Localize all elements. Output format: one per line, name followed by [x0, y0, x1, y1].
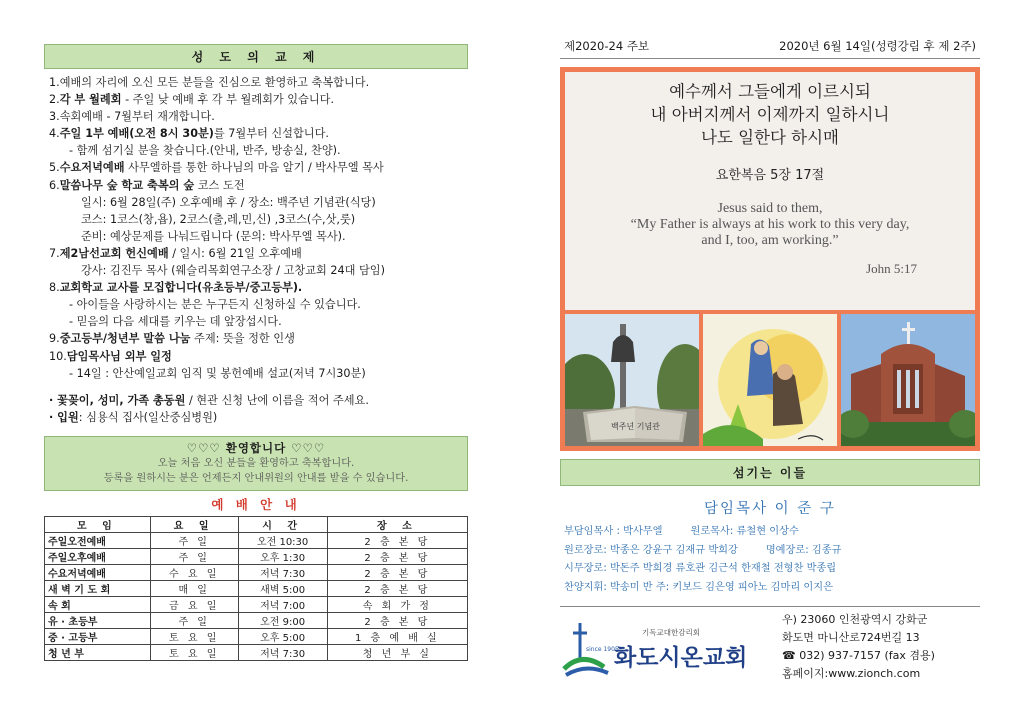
notice-list — [44, 74, 468, 382]
header-divider — [560, 58, 980, 59]
verse-reference-english: John 5:17 — [866, 261, 917, 276]
table-cell: 오전 10:30 — [238, 532, 327, 548]
table-cell: 오전 9:00 — [238, 612, 327, 628]
table-cell: 오후 1:30 — [238, 548, 327, 564]
notice-item: - 아이들을 사랑하시는 분은 누구든지 신청하실 수 있습니다. — [69, 298, 361, 312]
table-header-cell: 시 간 — [238, 516, 327, 532]
table-cell: 주 일 — [150, 548, 238, 564]
table-cell: 저녁 7:30 — [238, 644, 327, 660]
table-row — [45, 596, 468, 612]
table-cell: 2 층 본 당 — [327, 564, 467, 580]
monument-text: 백주년 기념관 — [611, 422, 660, 431]
notice-item — [49, 330, 468, 347]
church-building-photo — [841, 314, 975, 446]
members-title: 섬기는 이들 — [560, 459, 980, 486]
address-line: 우) 23060 인천광역시 강화군 — [782, 613, 928, 626]
staff-row — [564, 523, 980, 542]
logo-denomination: 기독교대한감리회 — [642, 628, 700, 637]
welcome-box — [44, 436, 468, 491]
verse-box — [565, 72, 975, 310]
bulletin-header — [560, 38, 980, 54]
welcome-title: ♡♡♡ 환영합니다 ♡♡♡ — [186, 440, 326, 455]
bullet-item — [49, 409, 468, 426]
notice-number: 4. — [49, 127, 60, 141]
verse-korean — [565, 80, 975, 149]
staff-entry: 찬양지휘: 박송미 반 주: 키보드 김은영 피아노 김마리 이지은 — [564, 581, 833, 593]
table-cell: 매 일 — [150, 580, 238, 596]
notice-number: 1. — [49, 76, 60, 89]
table-cell: 속 회 가 정 — [327, 596, 467, 612]
table-row — [45, 532, 468, 548]
church-logo — [560, 611, 780, 691]
table-cell: 주일오전예배 — [45, 532, 151, 548]
bulletin-date: 2020년 6월 14일(성령강림 후 제 2주) — [779, 39, 976, 53]
table-header-cell: 모 임 — [45, 516, 151, 532]
staff-entry: 원로장로: 박종은 강윤구 김재규 박희강 — [564, 544, 738, 556]
jesus-illustration — [703, 314, 837, 446]
right-column — [560, 38, 980, 691]
table-cell: 주 일 — [150, 612, 238, 628]
table-cell: 2 층 본 당 — [327, 532, 467, 548]
notice-item: 코스: 1코스(창,욥), 2코스(출,레,민,신) ,3코스(수,삿,룻) — [81, 212, 356, 226]
notice-number: 8. — [49, 281, 60, 295]
service-title: 예 배 안 내 — [211, 496, 301, 512]
notice-number: 6. — [49, 178, 60, 192]
verse-reference-korean: 요한복음 5장 17절 — [715, 168, 825, 183]
notice-item — [49, 159, 468, 176]
phone-number: ☎ 032) 937-7157 (fax 겸용) — [782, 649, 935, 662]
notice-title: 성 도 의 교 제 — [44, 44, 468, 69]
notice-text: 사무엘하를 통한 하나님의 마음 알기 / 박사무엘 목사 — [124, 161, 384, 175]
notice-highlight: 중고등부/청년부 말씀 나눔 — [59, 332, 191, 346]
bullet-text: / 현관 신청 난에 이름을 적어 주세요. — [185, 393, 369, 407]
table-cell: 속 회 — [45, 596, 151, 612]
table-row — [45, 580, 468, 596]
table-row — [45, 628, 468, 644]
photo-strip — [565, 314, 975, 446]
notice-number: 10. — [49, 349, 67, 363]
notice-text: 속회예배 - 7월부터 재개합니다. — [59, 110, 215, 124]
logo-since: since 1905 — [586, 646, 619, 653]
verse-line: Jesus said to them, — [717, 201, 823, 216]
staff-entry: 부담임목사 : 박사무엘 — [564, 526, 663, 537]
table-cell: 토 요 일 — [150, 628, 238, 644]
table-cell: 주일오후예배 — [45, 548, 151, 564]
notice-item — [49, 125, 468, 142]
notice-item — [49, 177, 468, 194]
notice-item: - 믿음의 다음 세대를 키우는 데 앞장섭시다. — [69, 315, 282, 329]
staff-list — [560, 523, 980, 597]
bulletin-number: 제2020-24 주보 — [564, 39, 650, 53]
notice-highlight: 말씀나무 숲 학교 축복의 숲 — [59, 178, 195, 192]
verse-line: and I, too, am working.” — [701, 233, 839, 248]
table-cell: 저녁 7:00 — [238, 596, 327, 612]
table-cell: 금 요 일 — [150, 596, 238, 612]
notice-highlight: 교회학교 교사를 모집합니다(유초등부/중고등부). — [59, 281, 303, 295]
notice-item — [49, 74, 468, 91]
table-cell: 수 요 일 — [150, 564, 238, 580]
footer-divider — [560, 606, 980, 607]
staff-entry: 원로목사: 류철현 이상수 — [690, 526, 799, 537]
table-cell: 2 층 본 당 — [327, 548, 467, 564]
table-cell: 유 · 초등부 — [45, 612, 151, 628]
notice-highlight: 제2남선교회 헌신예배 — [59, 246, 169, 260]
church-name: 화도시온교회 — [614, 645, 748, 671]
table-cell: 새벽 5:00 — [238, 580, 327, 596]
table-cell: 청 년 부 실 — [327, 644, 467, 660]
service-table — [44, 516, 468, 661]
notice-item: 준비: 예상문제를 나눠드립니다 (문의: 박사무엘 목사). — [81, 229, 346, 243]
bell-monument-photo — [565, 314, 699, 446]
verse-frame — [560, 67, 980, 451]
bullet-highlight: · 입원 — [49, 410, 79, 424]
notice-highlight: 수요저녁예배 — [59, 161, 125, 175]
notice-text: 를 7월부터 신설합니다. — [213, 127, 329, 141]
notice-item: 강사: 김진두 목사 (웨슬리목회연구소장 / 고창교회 24대 담임) — [81, 264, 385, 278]
notice-item — [49, 245, 468, 262]
notice-number: 9. — [49, 332, 60, 346]
verse-english — [565, 201, 975, 249]
table-row — [45, 612, 468, 628]
notice-highlight: 담임목사님 외부 일정 — [66, 349, 172, 363]
notice-text: - 주일 낮 예배 후 각 부 월례회가 있습니다. — [121, 93, 335, 107]
bullet-text: : 심용식 집사(일산중심병원) — [78, 410, 218, 424]
welcome-line: 등록을 원하시는 분은 언제든지 안내위원의 안내를 받을 수 있습니다. — [103, 472, 409, 484]
notice-highlight: 주일 1부 예배(오전 8시 30분) — [59, 127, 214, 141]
notice-item — [49, 279, 468, 296]
notice-highlight: 각 부 월례회 — [59, 93, 122, 107]
staff-entry: 시무장로: 박돈주 박희경 류호관 김근석 한재철 전형찬 박종립 — [564, 563, 837, 574]
staff-row — [564, 560, 980, 579]
notice-text: / 일시: 6월 21일 오후예배 — [168, 246, 302, 260]
table-cell: 저녁 7:30 — [238, 564, 327, 580]
verse-line: 나도 일한다 하시매 — [700, 128, 839, 147]
welcome-line: 오늘 처음 오신 분들을 환영하고 축복합니다. — [157, 457, 355, 469]
notice-item: 일시: 6월 28일(주) 오후예배 후 / 장소: 백주년 기념관(식당) — [81, 195, 376, 209]
staff-row — [564, 542, 980, 561]
notice-item — [49, 91, 468, 108]
notice-text: 예배의 자리에 오신 모든 분들을 진심으로 환영하고 축복합니다. — [59, 76, 370, 89]
homepage-link[interactable]: 홈페이지:www.zionch.com — [782, 667, 921, 680]
notice-number: 7. — [49, 246, 60, 260]
verse-line: 예수께서 그들에게 이르시되 — [669, 82, 871, 101]
table-row — [45, 548, 468, 564]
verse-line: 내 아버지께서 이제까지 일하시니 — [650, 105, 890, 124]
footer — [560, 611, 980, 691]
bullet-highlight: · 꽃꽂이, 성미, 가족 총동원 — [49, 393, 186, 407]
table-header-cell: 요 일 — [150, 516, 238, 532]
notice-item: - 함께 섬기실 분을 찾습니다.(안내, 반주, 방송실, 찬양). — [69, 144, 341, 158]
table-row — [45, 644, 468, 660]
table-cell: 새 벽 기 도 회 — [45, 580, 151, 596]
table-cell: 1 층 예 배 실 — [327, 628, 467, 644]
notice-item: - 14일 : 안산예일교회 임직 및 봉헌예배 설교(저녁 7시30분) — [69, 366, 366, 380]
notice-text: 코스 도전 — [194, 178, 245, 192]
contact-info — [780, 611, 935, 691]
table-cell: 중 · 고등부 — [45, 628, 151, 644]
notice-number: 2. — [49, 93, 60, 107]
verse-line: “My Father is always at his work to this very day, — [630, 217, 910, 232]
table-cell: 토 요 일 — [150, 644, 238, 660]
table-header-cell: 장 소 — [327, 516, 467, 532]
staff-entry: 명예장로: 김종규 — [765, 544, 842, 556]
address-line: 화도면 마니산로724번길 13 — [782, 631, 920, 644]
bullet-item — [49, 392, 468, 409]
table-cell: 수요저녁예배 — [45, 564, 151, 580]
notice-number: 5. — [49, 161, 60, 175]
table-cell: 청 년 부 — [45, 644, 151, 660]
table-cell: 오후 5:00 — [238, 628, 327, 644]
notice-number: 3. — [49, 110, 60, 124]
bullet-list — [44, 392, 468, 426]
staff-row — [564, 579, 980, 598]
table-row — [45, 564, 468, 580]
table-cell: 2 층 본 당 — [327, 612, 467, 628]
notice-item — [49, 348, 468, 365]
senior-pastor: 담임목사 이 준 구 — [704, 501, 836, 517]
notice-item — [49, 108, 468, 125]
left-column — [44, 44, 468, 661]
table-cell: 2 층 본 당 — [327, 580, 467, 596]
notice-text: 주제: 뜻을 정한 인생 — [190, 332, 295, 346]
table-cell: 주 일 — [150, 532, 238, 548]
